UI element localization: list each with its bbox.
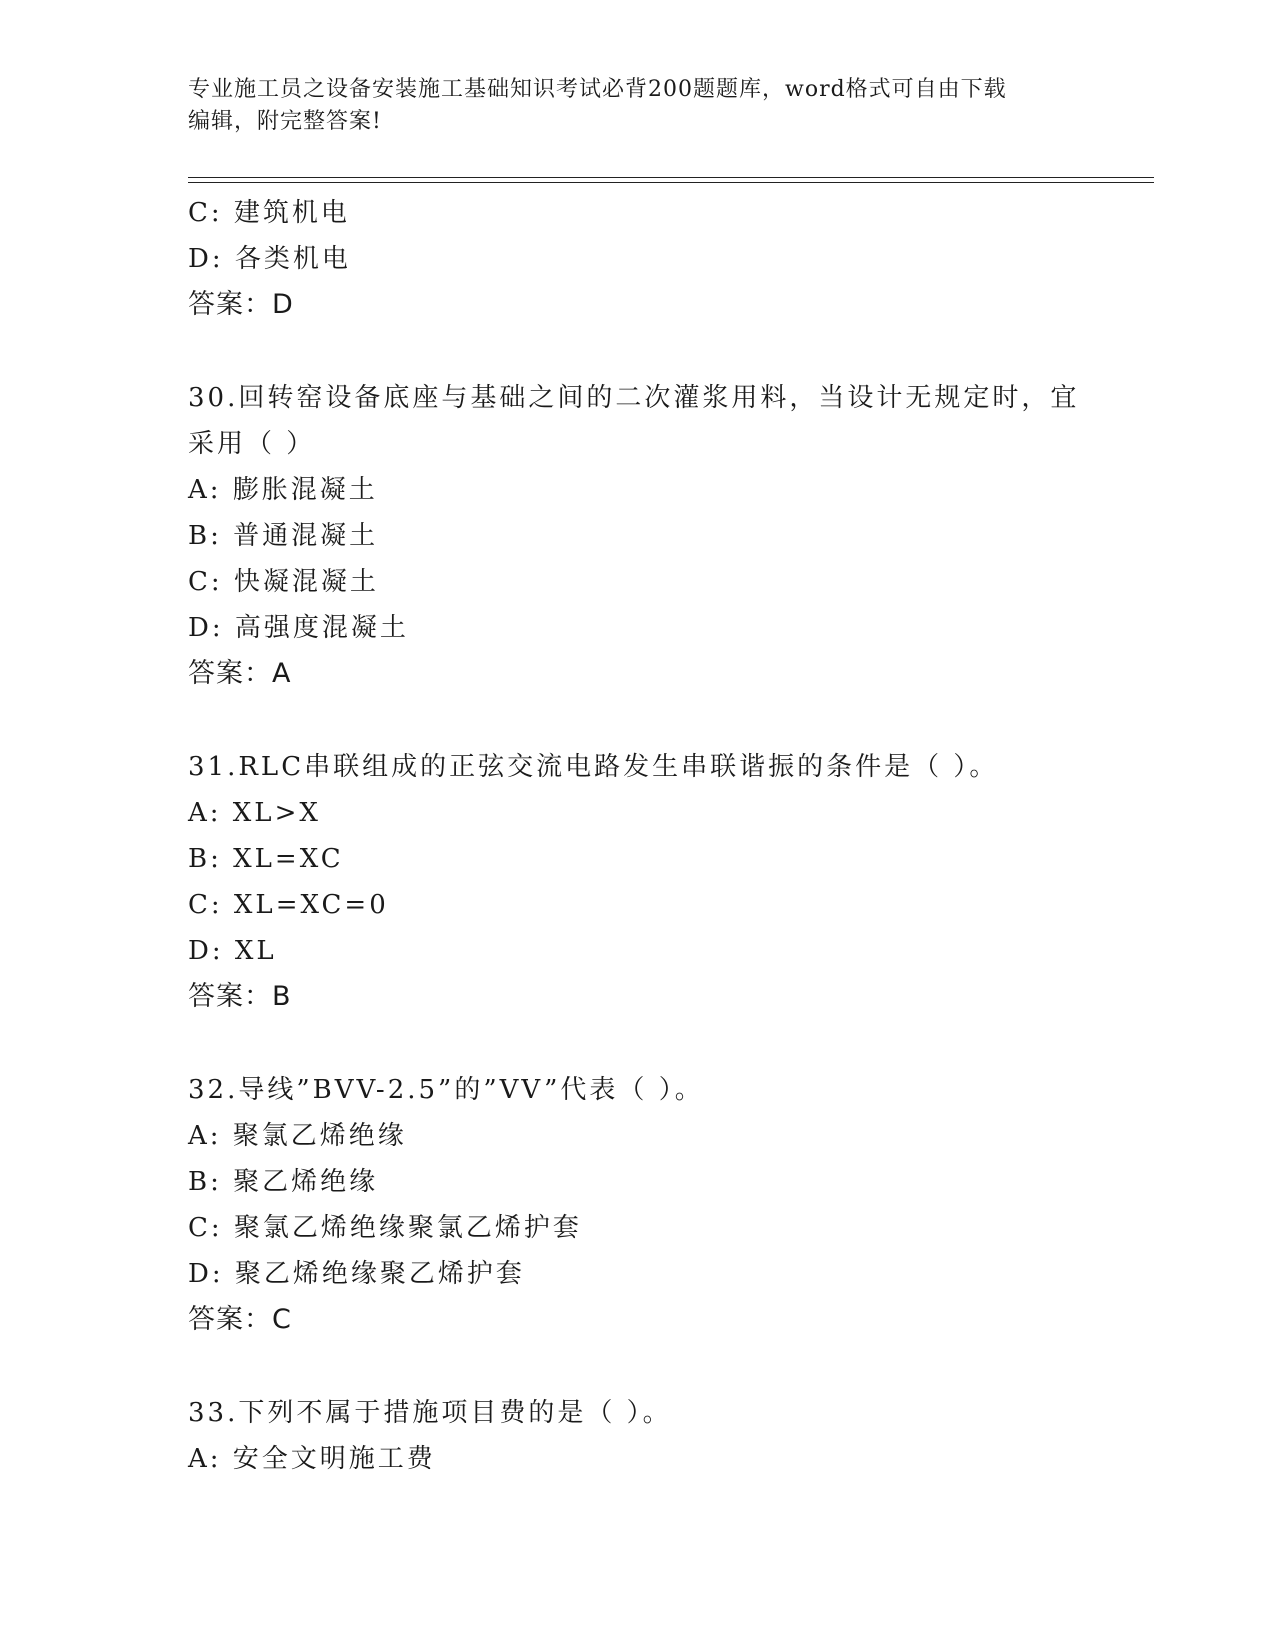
header-divider-top: [188, 177, 1154, 178]
q30-stem-line-1: 30.回转窑设备底座与基础之间的二次灌浆用料，当设计无规定时，宜: [188, 383, 1080, 413]
q30-option-b: B: 普通混凝土: [188, 521, 379, 551]
q32-option-a: A: 聚氯乙烯绝缘: [188, 1121, 407, 1151]
q30-stem-line-2: 采用（ ）: [188, 429, 316, 459]
q33-stem: 33.下列不属于措施项目费的是（ ）。: [188, 1398, 672, 1428]
question-29: [188, 190, 1148, 328]
q32-answer: 答案：C: [188, 1304, 292, 1335]
spacer: [188, 1020, 1148, 1067]
q31-option-a: A: XL>X: [188, 798, 321, 828]
q32-option-c: C: 聚氯乙烯绝缘聚氯乙烯护套: [188, 1213, 582, 1243]
question-list: [188, 190, 1148, 1482]
header-divider-bottom: [188, 182, 1154, 183]
question-32: [188, 1067, 1148, 1343]
header-line-1: 专业施工员之设备安装施工基础知识考试必背200题题库，word格式可自由下载: [188, 77, 1007, 102]
q29-option-c: C: 建筑机电: [188, 198, 350, 228]
spacer: [188, 328, 1148, 375]
q30-answer: 答案：A: [188, 658, 292, 689]
q33-option-a: A: 安全文明施工费: [188, 1444, 436, 1474]
q29-answer: 答案：D: [188, 289, 294, 320]
q29-option-d: D: 各类机电: [188, 244, 351, 274]
question-30: [188, 375, 1148, 697]
q30-option-d: D: 高强度混凝土: [188, 613, 409, 643]
spacer: [188, 1343, 1148, 1390]
q30-option-a: A: 膨胀混凝土: [188, 475, 378, 505]
document-header: [188, 74, 1088, 138]
question-33: [188, 1390, 1148, 1482]
q31-option-b: B: XL=XC: [188, 844, 344, 874]
q31-option-d: D: XL: [188, 936, 277, 966]
q32-option-d: D: 聚乙烯绝缘聚乙烯护套: [188, 1259, 525, 1289]
header-line-2: 编辑，附完整答案!: [188, 109, 382, 134]
q32-option-b: B: 聚乙烯绝缘: [188, 1167, 379, 1197]
q32-stem: 32.导线”BVV-2.5”的”VV”代表（ ）。: [188, 1075, 704, 1105]
q31-option-c: C: XL=XC=0: [188, 890, 389, 920]
q31-stem: 31.RLC串联组成的正弦交流电路发生串联谐振的条件是（ ）。: [188, 752, 999, 782]
question-31: [188, 744, 1148, 1020]
q30-option-c: C: 快凝混凝土: [188, 567, 379, 597]
spacer: [188, 697, 1148, 744]
q31-answer: 答案：B: [188, 981, 292, 1012]
